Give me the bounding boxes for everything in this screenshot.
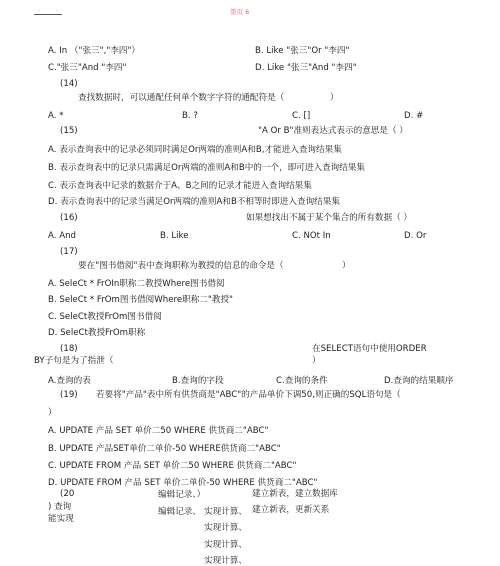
text-line: 查找数据时，可以通配任何单个数字字符的通配符是（: [78, 93, 285, 103]
text-line: 实现计算、: [204, 540, 247, 550]
text-line: BY子句是为了指泄（: [34, 356, 114, 366]
text-line: 实现计算、: [204, 523, 247, 533]
text-line: C. UPDATE FROM 产品 SET 单价二50 WHERE 供货商二"ABC": [48, 461, 297, 471]
text-line: 建立新表，更新关系: [252, 505, 330, 515]
text-line: D. SeleCt教授FrOm职称: [48, 328, 146, 338]
text-line: C. NOt In: [292, 231, 331, 241]
text-line: A. *: [48, 111, 64, 121]
text-line: 编辑记录、: [158, 507, 201, 517]
text-line: B. ?: [182, 111, 198, 121]
text-line: ）: [48, 408, 57, 418]
text-line: B. Like "张三"Or "李四": [255, 46, 350, 56]
text-line: B. SeleCt * FrOm图书借阅Where职称二"教授": [48, 295, 234, 305]
text-line: (14): [60, 79, 78, 89]
text-line: B. UPDATE 产品SET单价二单价-50 WHERE供货商二"ABC": [48, 444, 281, 454]
text-line: D. 表示查询表中的记录当满足Or两端的准则A和B不相等时即进入查询结果集: [48, 197, 340, 207]
text-line: (19): [60, 390, 78, 400]
text-line: ）: [312, 356, 321, 366]
text-line: (20: [60, 489, 75, 499]
text-line: 要在"图书借阅"表中查询职称为教授的信息的命令是（: [78, 261, 284, 271]
text-line: C. SeleCt教授FrOm图书借阅: [48, 312, 162, 322]
text-line: 在SELECT语句中使用ORDER: [312, 344, 427, 354]
text-line: C.查询的条件: [276, 376, 328, 386]
text-line: ）: [330, 93, 339, 103]
text-line: A. In （"张三","李四"）: [48, 46, 141, 56]
header-rule: [34, 14, 62, 15]
text-line: D. Like "张三"And "李四": [255, 63, 357, 73]
text-line: B.查询的字段: [172, 376, 224, 386]
text-line: (17): [60, 247, 78, 257]
text-line: C. []: [292, 111, 311, 121]
text-line: 若要将"产品"表中所有供货商是"ABC"的产品单价下调50,则正确的SQL语句是（: [96, 390, 401, 400]
text-line: 编辑记录、）: [158, 490, 206, 500]
text-line: B. Like: [160, 231, 189, 241]
text-line: (15): [60, 126, 78, 136]
text-line: A. SeleCt * FrOIn职称二教授Where图书借阅: [48, 279, 225, 289]
page-number-label: 第页 6: [230, 8, 250, 16]
text-line: D. Or: [404, 231, 427, 241]
text-line: D. #: [404, 111, 424, 121]
text-line: D.查询的结果顺序: [384, 376, 454, 386]
text-line: 实现计算、: [204, 507, 247, 517]
text-line: ）: [342, 261, 351, 271]
text-line: C. 表示查询表中记录的数据介于A、B之间的记录才能进入查询结果集: [48, 181, 312, 191]
text-line: "A Or B"准则表达式表示的意思是（ ）: [258, 126, 408, 136]
text-line: 能实现: [48, 514, 74, 524]
text-line: 建立新表，建立数据库: [252, 489, 338, 499]
text-line: 实现计算、: [204, 556, 247, 566]
text-line: A. And: [48, 231, 76, 241]
text-line: D. UPDATE FROM 产品 SET 单价二单价-50 WHERE 供货商二"ABC": [48, 478, 318, 488]
text-line: C."张三"And "李四": [48, 63, 127, 73]
text-line: (18): [60, 344, 78, 354]
text-line: ) 查询: [48, 502, 72, 512]
text-line: A. UPDATE 产品 SET 单价二50 WHERE 供货商二"ABC": [48, 426, 269, 436]
text-line: A. 表示查询表中的记录必须同时满足Or两端的准则A和B,才能进入查询结果集: [48, 145, 342, 155]
text-line: (16): [60, 213, 78, 223]
text-line: 如果想找出不属于某个集合的所有数据（ ）: [246, 213, 413, 223]
text-line: A.查询的表: [48, 376, 91, 386]
text-line: B. 表示查询表中的记录只需满足Or两端的准则A和B中的一个，即可进入查询结果集: [48, 163, 366, 173]
